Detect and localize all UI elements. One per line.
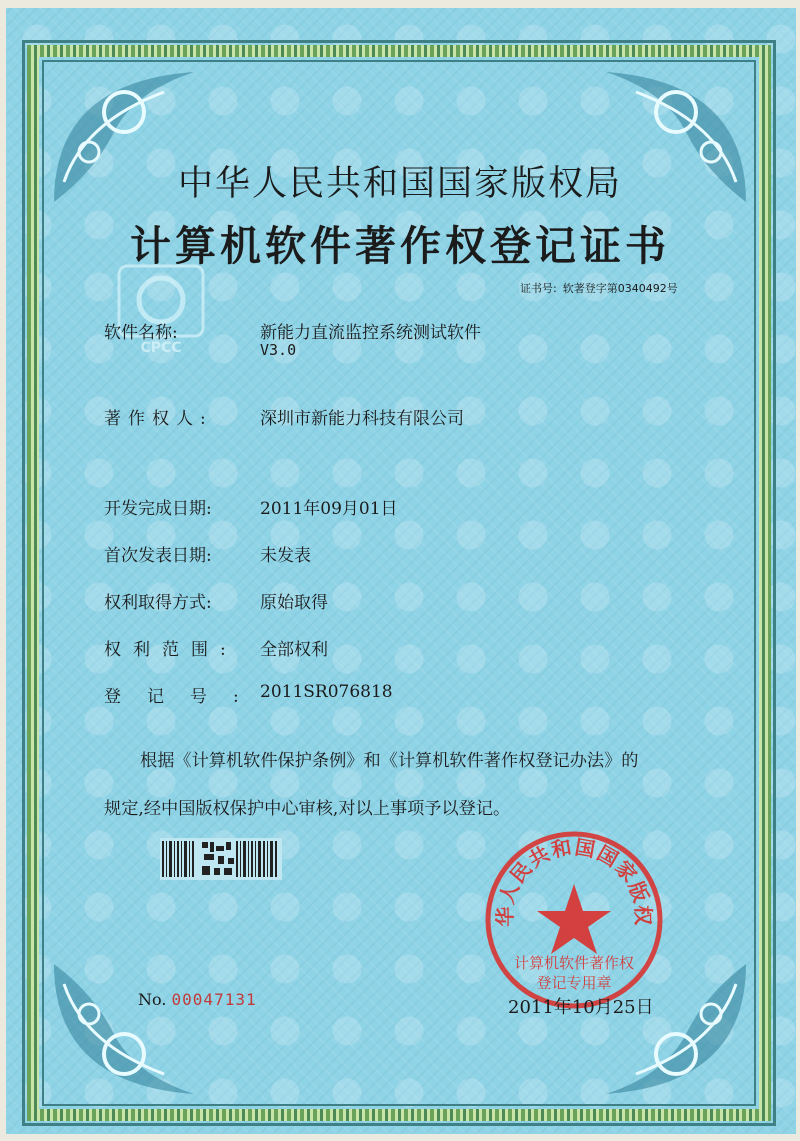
- corner-ornament-bottom-left: [44, 954, 214, 1104]
- acquisition-value: 原始取得: [260, 593, 328, 613]
- publication-date-label: 首次发表日期:: [104, 546, 212, 566]
- owner-label: 著作权人:: [104, 409, 213, 429]
- completion-date-label: 开发完成日期:: [104, 499, 212, 519]
- completion-date-value: 2011年09月01日: [260, 499, 398, 519]
- cpcc-emboss-text: CPCC: [140, 340, 182, 356]
- registration-no-label: 登记号:: [104, 687, 265, 707]
- statement-line-1: 根据《计算机软件保护条例》和《计算机软件著作权登记办法》的: [140, 751, 639, 771]
- certificate-number-label: 证书号:: [520, 282, 557, 295]
- seal-line-2: 登记专用章: [536, 974, 612, 992]
- issue-date: 2011年10月25日: [508, 997, 654, 1018]
- software-name-value: 新能力直流监控系统测试软件: [260, 323, 481, 343]
- barcode: [160, 838, 282, 880]
- statement-line-2: 规定,经中国版权保护中心审核,对以上事项予以登记。: [104, 799, 511, 819]
- registration-no-value: 2011SR076818: [260, 682, 393, 702]
- document-title: 计算机软件著作权登记证书: [130, 222, 670, 270]
- seal-star-icon: [537, 884, 611, 954]
- serial-value: 00047131: [171, 990, 257, 1009]
- software-name-label-text: 软件名称:: [104, 323, 178, 343]
- certificate-number-value: 软著登字第0340492号: [562, 282, 678, 295]
- software-name-label: [104, 318, 244, 343]
- owner-value: 深圳市新能力科技有限公司: [260, 409, 464, 429]
- acquisition-label: 权利取得方式:: [104, 593, 212, 613]
- software-version-value: V3.0: [260, 341, 297, 359]
- scope-label: 权利范围:: [104, 640, 238, 660]
- seal-line-1: 计算机软件著作权: [513, 954, 635, 972]
- scope-value: 全部权利: [260, 640, 328, 660]
- serial-number: [138, 990, 257, 1009]
- certificate-number: [520, 280, 684, 296]
- seal-arc-text: 华人民共和国国家版权: [492, 834, 656, 927]
- publication-date-value: 未发表: [260, 546, 311, 566]
- issuing-authority: 中华人民共和国国家版权局: [177, 164, 622, 204]
- serial-prefix: No.: [138, 990, 167, 1009]
- official-seal: [482, 828, 666, 1012]
